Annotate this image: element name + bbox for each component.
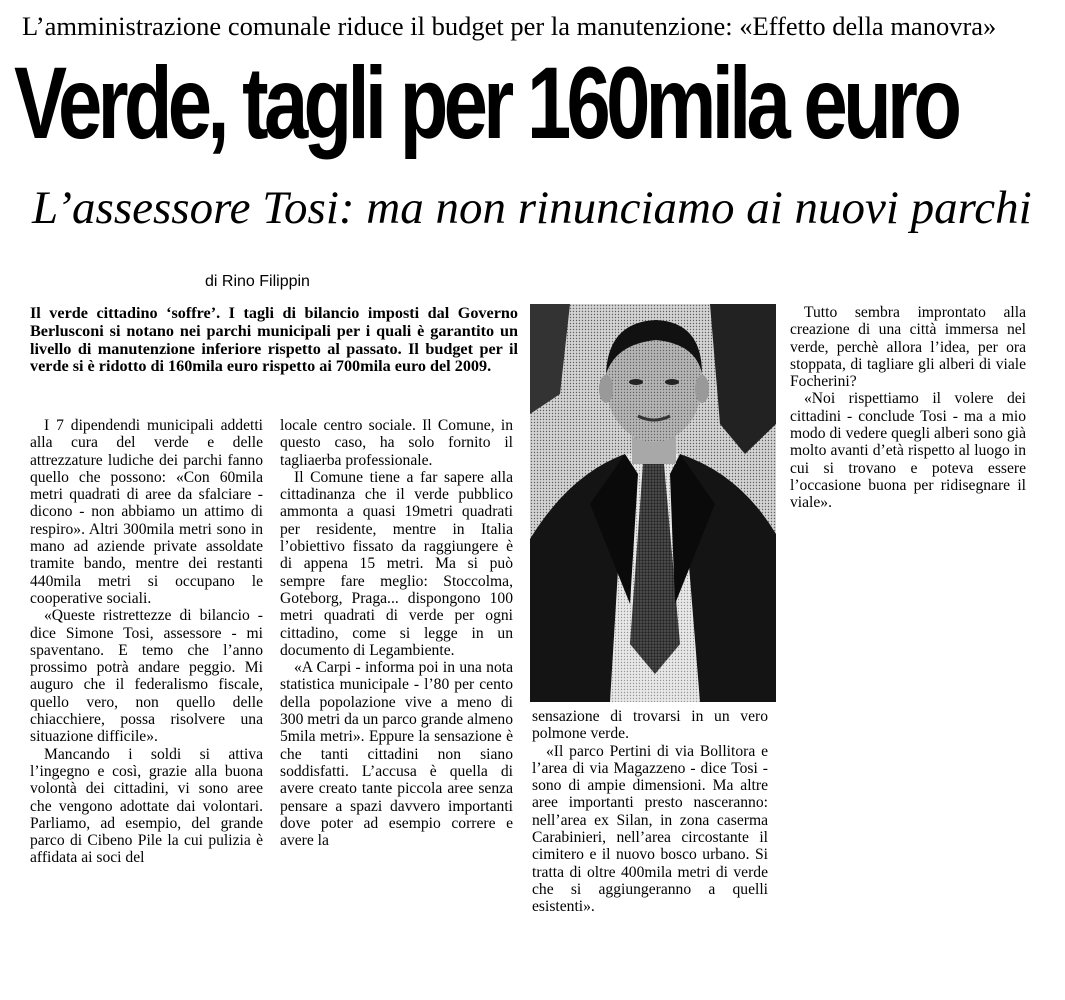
paragraph: Il Comune tiene a far sapere alla cittadinanza che il verde pubblico ammonta a quasi 19metri quadrati per residente, mentre in Italia l’obiettivo fissato da raggiungere è di appena 15 metri. Ma si può sempre fare meglio: Stoccolma, Goteborg, Praga... dispongono 100 metri quadrati di verde per ogni cittadino, come si legge in un documento di Legambiente. — [280, 468, 513, 659]
paragraph: I 7 dipendendi municipali addetti alla cura del verde e delle attrezzature ludiche dei parchi fanno quello che possono: «Con 60mila metri quadrati di aree da sfalciare - dicono - non abbiamo un attimo di respiro». Altri 300mila metri sono in mano ad aziende private assoldate tramite bando, mentre dei restanti 440mila metri si occupano le cooperative sociali. — [30, 417, 263, 607]
portrait-photo — [530, 304, 776, 702]
article-headline: Verde, tagli per 160mila euro — [14, 46, 958, 160]
paragraph: sensazione di trovarsi in un vero polmone verde. — [532, 708, 768, 743]
article-byline: di Rino Filippin — [205, 273, 310, 290]
paragraph: Mancando i soldi si attiva l’ingegno e così, grazie alla buona volontà dei cittadini, vi sono aree che vengono adottate dai volontari. Parliamo, ad esempio, del grande parco di Cibeno Pile la cui pulizia è affidata ai soci del — [30, 745, 263, 867]
text-column-1 — [30, 417, 263, 867]
text-column-3 — [532, 708, 768, 916]
paragraph: Tutto sembra improntato alla creazione di una città immersa nel verde, perchè allora l’idea, per ora stoppata, di tagliare gli alberi di viale Focherini? — [790, 304, 1026, 391]
paragraph: «Il parco Pertini di via Bollitora e l’area di via Magazzeno - dice Tosi - sono di ampie dimensioni. Ma altre aree importanti presto nasceranno: nell’area ex Silan, in zona caserma Carabinieri, nell’area circostante il cimitero e il nuovo bosco urbano. Si tratta di oltre 400mila metri di verde che si aggiungeranno a quelli esistenti». — [532, 742, 768, 916]
text-column-4 — [790, 304, 1026, 512]
paragraph: «Queste ristrettezze di bilancio - dice Simone Tosi, assessore - mi spaventano. E temo che l’anno prossimo potrà andare peggio. Mi auguro che il federalismo fiscale, quello vero, non quello delle chiacchiere, possa risolvere una situazione difficile». — [30, 607, 263, 746]
paragraph: «Noi rispettiamo il volere dei cittadini - conclude Tosi - ma a mio modo di vedere quegli alberi sono già molto avanti d’età rispetto al luogo in cui si trovano e poteva essere l’occasione buona per ridisegnare il viale». — [790, 390, 1026, 512]
text-column-2 — [280, 417, 513, 849]
article-lead: Il verde cittadino ‘soffre’. I tagli di bilancio imposti dal Governo Berlusconi si notano nei parchi municipali per i quali è garantito un livello di manutenzione inferiore rispetto al passato. Il budget per il verde si è ridotto di 160mila euro rispetto ai 700mila euro del 2009. — [30, 304, 518, 376]
paragraph: «A Carpi - informa poi in una nota statistica municipale - l’80 per cento della popolazione vive a meno di 300 metri da un parco grande almeno 5mila metri». Eppure la sensazione è che tanti cittadini non siano soddisfatti. L’accusa è quella di avere creato tante piccola aree senza pensare a spazi davvero importanti dove poter ad esempio correre e avere la — [280, 659, 513, 850]
paragraph: locale centro sociale. Il Comune, in questo caso, ha solo fornito il tagliaerba professionale. — [280, 417, 513, 469]
portrait-illustration — [530, 304, 776, 702]
article-kicker: L’amministrazione comunale riduce il budget per la manutenzione: «Effetto della manovra» — [22, 11, 997, 41]
article-subheadline: L’assessore Tosi: ma non rinunciamo ai nuovi parchi — [32, 182, 1032, 234]
